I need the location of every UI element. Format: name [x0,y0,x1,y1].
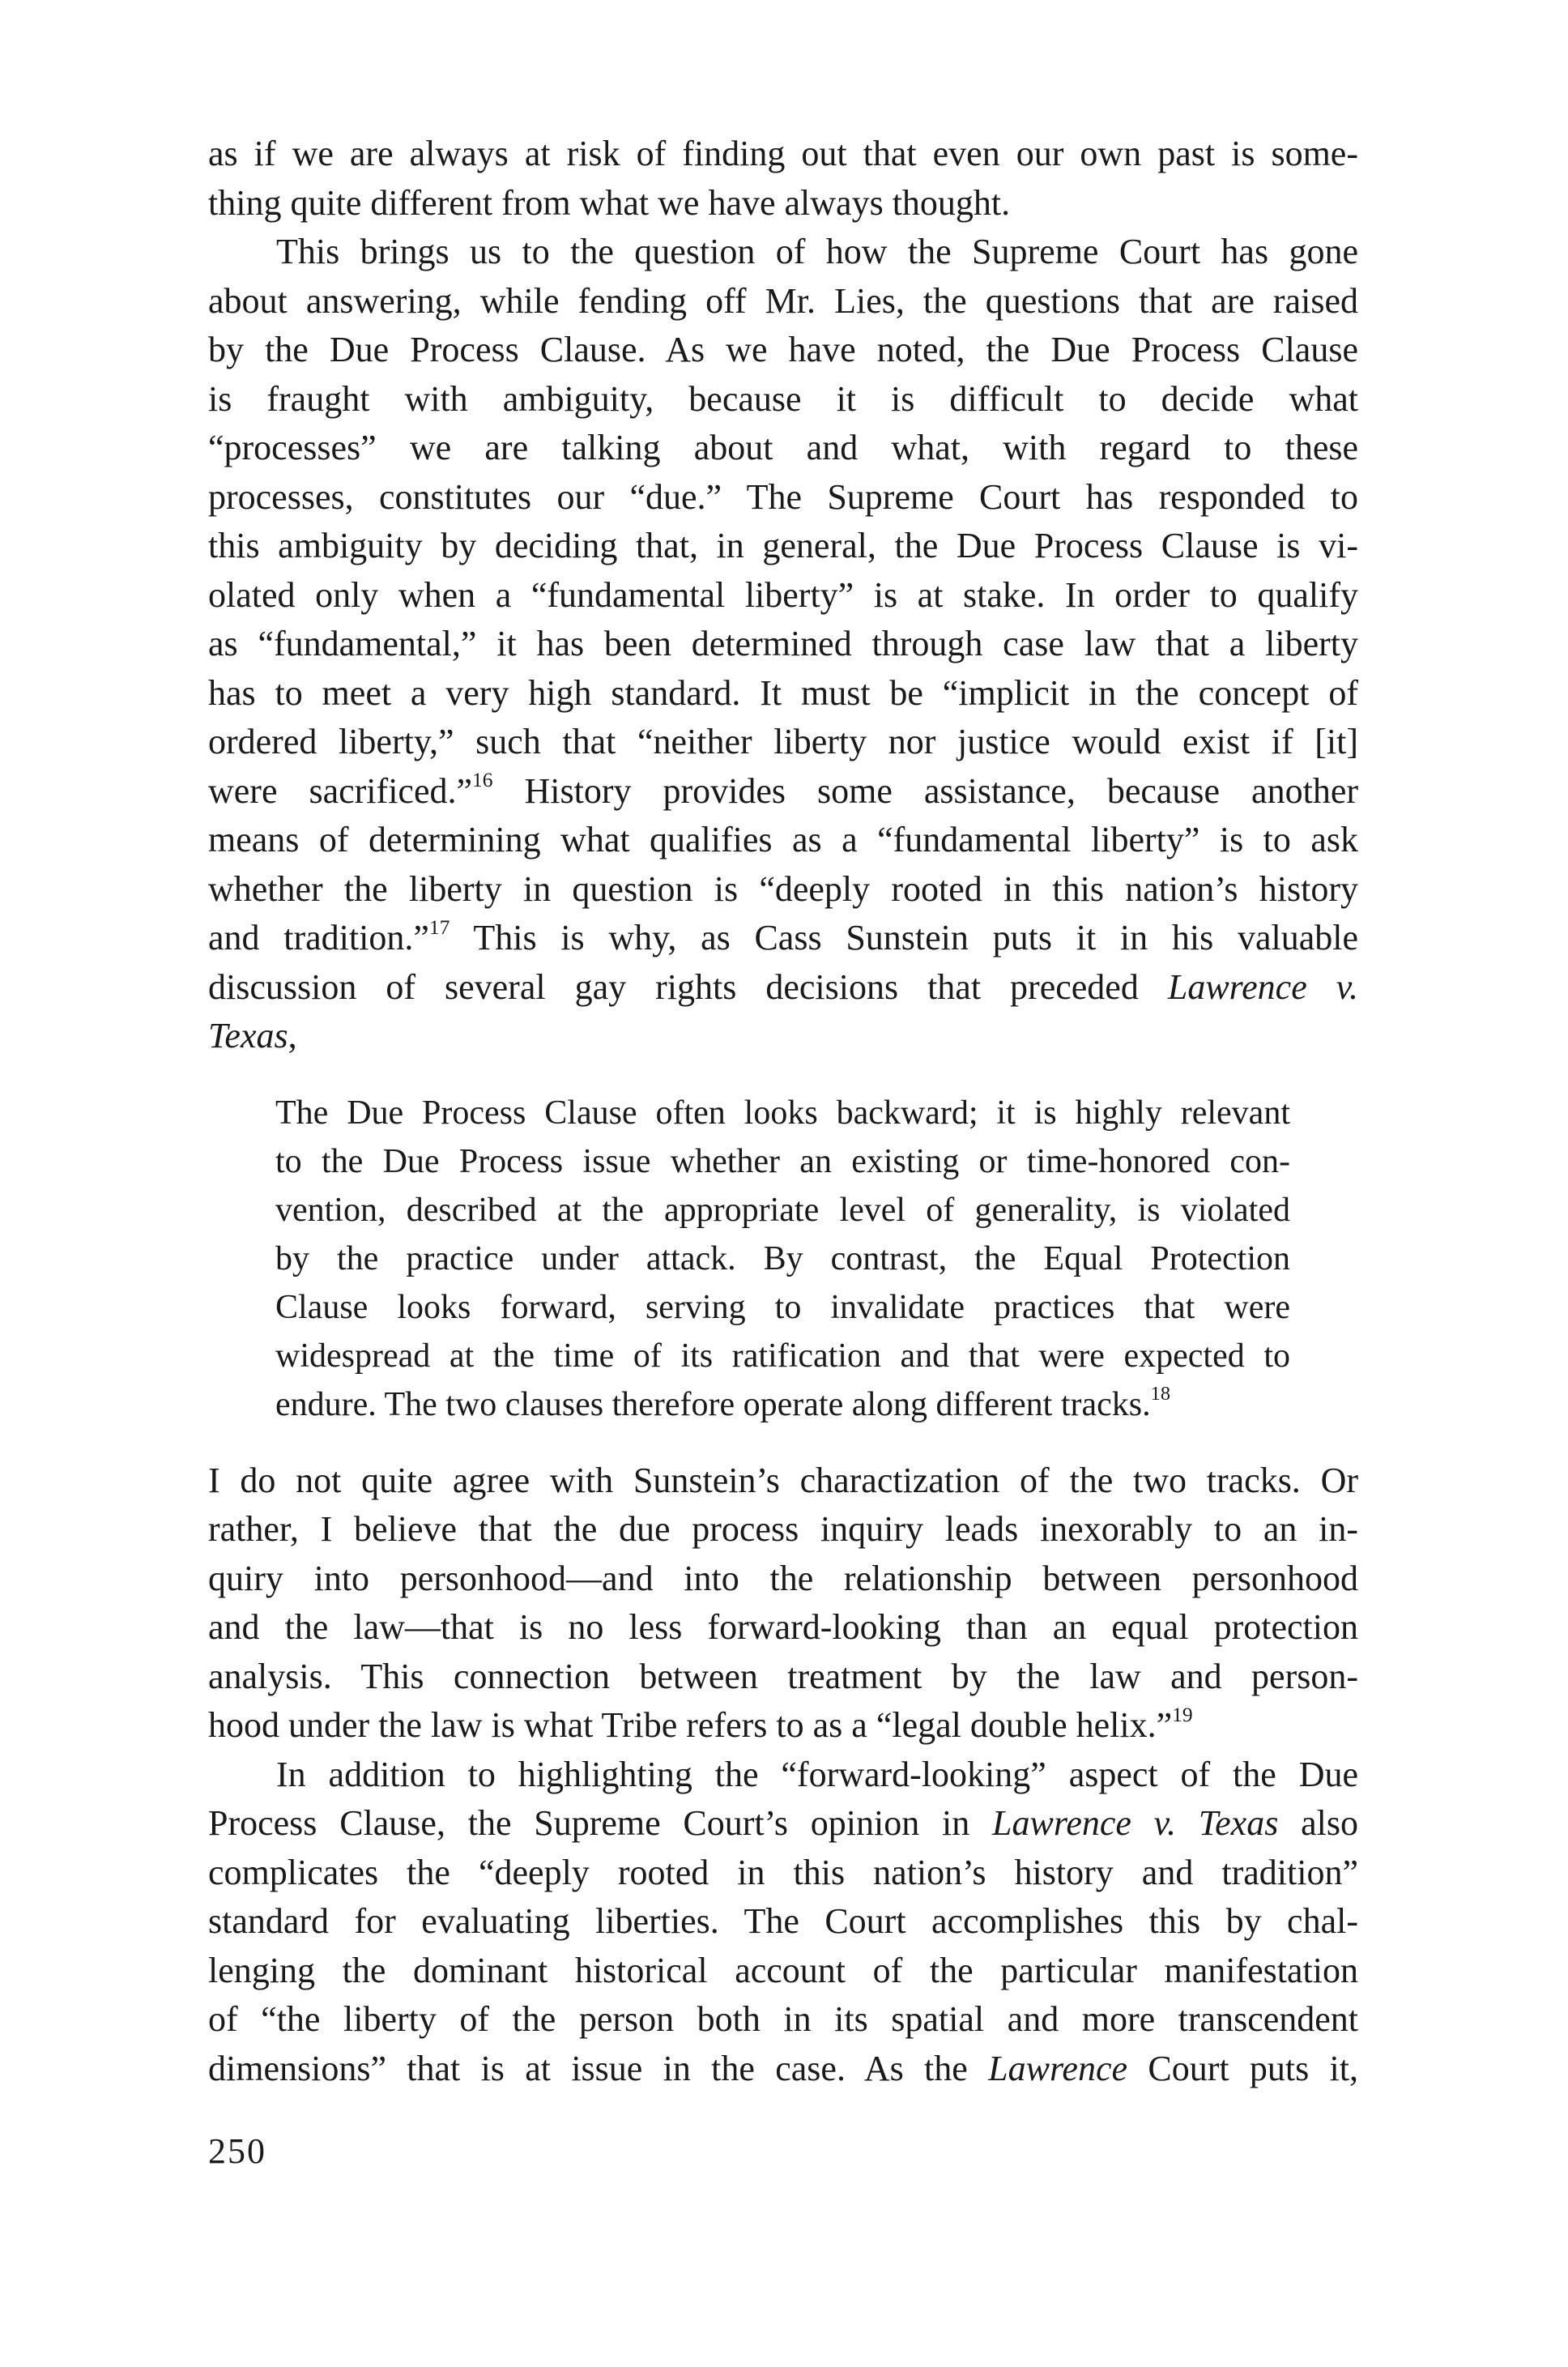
footnote-ref: 18 [1150,1382,1170,1405]
footnote-ref: 19 [1172,1702,1193,1726]
text-line: analysis. This connection between treatment by the law and person- [208,1656,1358,1696]
text-line: vention, described at the appropriate level of generality, is violated [275,1191,1290,1229]
text-line: about answering, while fending off Mr. Lies, the questions that are raised [208,280,1358,321]
text-line: to the Due Process issue whether an existing or time-honored con- [275,1142,1290,1180]
text-line: lenging the dominant historical account of the particular manifestation [208,1950,1358,1990]
footnote-ref: 16 [472,768,493,792]
body-text-top [208,130,1358,1061]
text-line: I do not quite agree with Sunstein’s charactization of the two tracks. Or [208,1460,1358,1500]
text-line: The Due Process Clause often looks backward; it is highly relevant [275,1094,1290,1132]
text-line: of “the liberty of the person both in its spatial and more transcendent [208,1999,1358,2039]
text-line: standard for evaluating liberties. The Court accomplishes this by chal- [208,1901,1358,1941]
text-line: Texas, [208,1016,297,1056]
page-number: 250 [208,2131,266,2171]
text-line: This brings us to the question of how the Supreme Court has gone [276,232,1358,271]
text-line: processes, constitutes our “due.” The Supreme Court has responded to [208,476,1358,517]
footnote-ref: 17 [428,915,450,939]
text-line: ordered liberty,” such that “neither liberty nor justice would exist if [it] [208,722,1358,761]
italic-case-name: Texas [208,1016,288,1056]
text-line: is fraught with ambiguity, because it is difficult to decide what [208,378,1358,419]
text-line: dimensions” that is at issue in the case. As the Lawrence Court puts it, [208,2048,1358,2088]
text-line: as “fundamental,” it has been determined through case law that a liberty [208,624,1358,663]
text-line: widespread at the time of its ratification and that were expected to [275,1337,1290,1375]
text-line: were sacrificed.”$^{16}$ History provides some assistance, because another [208,768,1358,811]
text-line: by the Due Process Clause. As we have noted, the Due Process Clause [208,330,1358,369]
text-line: In addition to highlighting the “forward-looking” aspect of the Due [276,1754,1358,1794]
text-line: Clause looks forward, serving to invalidate practices that were [275,1288,1290,1326]
text-line: Process Clause, the Supreme Court’s opinion in Lawrence v. Texas also [208,1803,1358,1843]
text-line: as if we are always at risk of finding out that even our own past is some- [208,134,1358,173]
text-line: has to meet a very high standard. It must be “implicit in the concept of [208,672,1358,713]
text-line: “processes” we are talking about and what, with regard to these [208,428,1358,467]
text-line: rather, I believe that the due process inquiry leads inexorably to an in- [208,1509,1358,1549]
text-line: means of determining what qualifies as a “fundamental liberty” is to ask [208,820,1358,859]
italic-case-name: Lawrence v. Texas [992,1803,1279,1843]
text-line: whether the liberty in question is “deeply rooted in this nation’s history [208,868,1358,909]
text-line: and the law—that is no less forward-looking than an equal protection [208,1607,1358,1647]
text-line: this ambiguity by deciding that, in general, the Due Process Clause is vi- [208,526,1358,565]
text-line: olated only when a “fundamental liberty” is at stake. In order to qualify [208,574,1358,615]
text-line: discussion of several gay rights decisions that preceded Lawrence v. [208,966,1359,1007]
text-line: by the practice under attack. By contrast, the Equal Protection [275,1239,1290,1277]
block-quote [275,1089,1290,1429]
text-line: complicates the “deeply rooted in this nation’s history and tradition” [208,1852,1358,1892]
text-line: quiry into personhood—and into the relationship between personhood [208,1558,1358,1598]
italic-case-name: Lawrence [988,2048,1128,2088]
body-text-bottom [208,1456,1358,2094]
text-line: thing quite different from what we have always thought. [208,182,1011,223]
text-line: endure. The two clauses therefore operate along different tracks.$^{18}$ [275,1382,1170,1423]
text-line: and tradition.”$^{17}$ This is why, as Cass Sunstein puts it in his valuable [208,915,1359,957]
text-line: hood under the law is what Tribe refers to as a “legal double helix.”$^{19}$ [208,1702,1193,1745]
page-body [208,130,1358,2093]
italic-case-name: Lawrence v. [1167,966,1359,1007]
